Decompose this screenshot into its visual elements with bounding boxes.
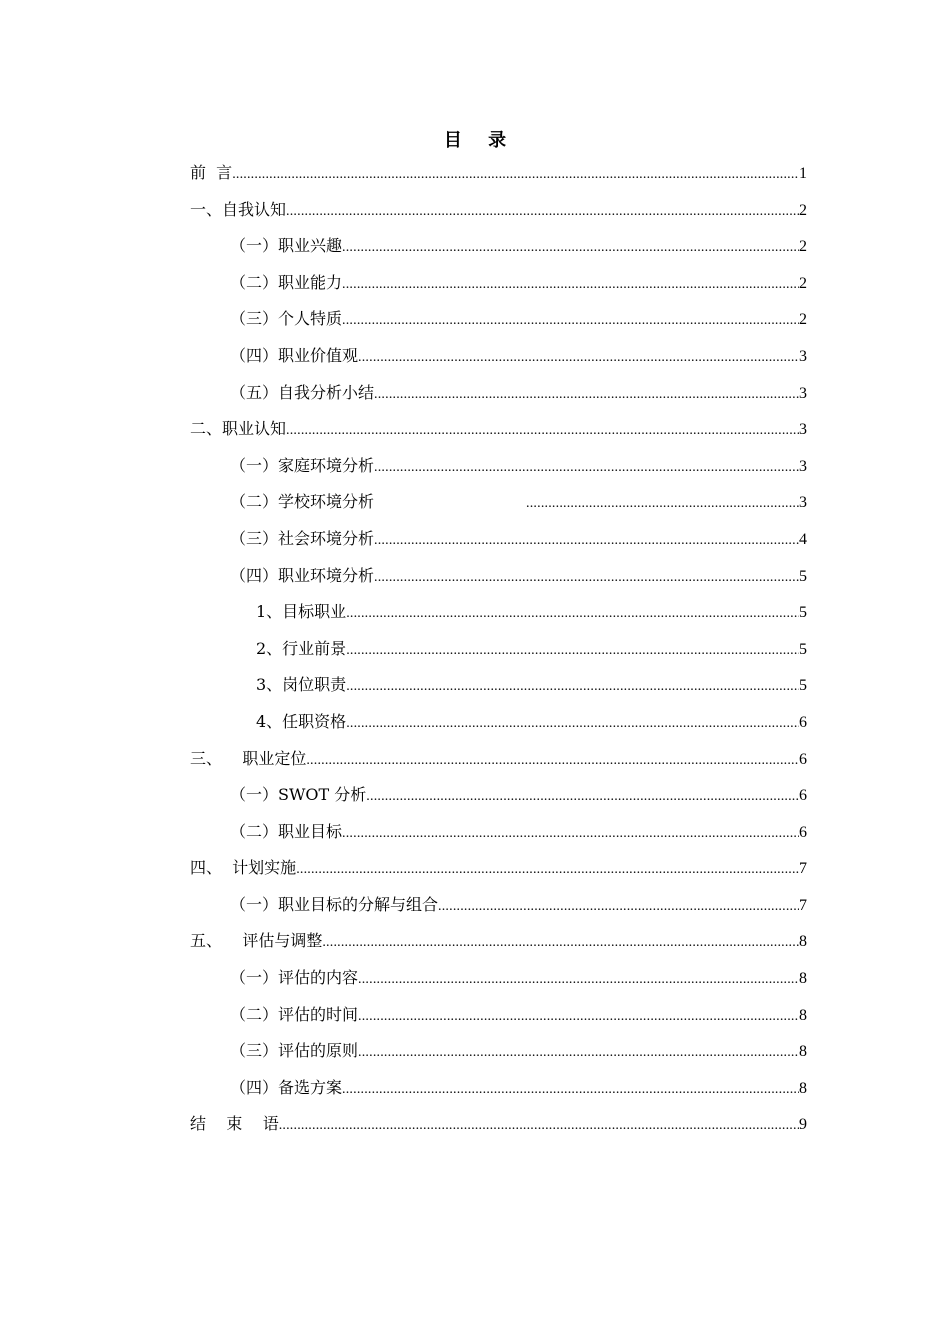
- toc-dot-leader: [286, 199, 799, 225]
- toc-entry-label: 四、 计划实施: [190, 858, 297, 878]
- toc-entry-label: （四）职业环境分析: [230, 565, 375, 585]
- toc-entry[interactable]: [190, 563, 807, 600]
- toc-dot-leader: [346, 674, 799, 700]
- toc-page-number: 8: [799, 1079, 807, 1097]
- toc-dot-leader: [358, 345, 799, 371]
- toc-entry-label: （二）评估的时间: [230, 1004, 359, 1024]
- toc-entry[interactable]: [190, 489, 807, 526]
- toc-page-number: 8: [799, 1006, 807, 1024]
- toc-dot-leader: [374, 382, 799, 408]
- toc-entry[interactable]: [190, 306, 807, 343]
- toc-page-number: 5: [799, 604, 807, 622]
- toc-entry-label: 1、目标职业: [256, 602, 347, 622]
- toc-title: 目 录: [443, 130, 517, 151]
- toc-dot-leader: [346, 601, 799, 627]
- toc-entry[interactable]: [190, 270, 807, 307]
- toc-entry-label: （四）备选方案: [230, 1077, 343, 1097]
- toc-page-number: 8: [799, 970, 807, 988]
- toc-entry-label: （二）职业目标: [230, 821, 343, 841]
- toc-entry-label: （一）职业兴趣: [230, 236, 343, 256]
- toc-entry-label: （三）社会环境分析: [230, 528, 375, 548]
- toc-entry[interactable]: [190, 892, 807, 929]
- toc-entry-label: 2、行业前景: [256, 638, 347, 658]
- toc-dot-leader: [346, 711, 799, 737]
- toc-dot-leader: [374, 455, 799, 481]
- toc-entry[interactable]: [190, 928, 807, 965]
- toc-dot-leader: [342, 235, 799, 261]
- toc-entry[interactable]: [190, 746, 807, 783]
- toc-entry[interactable]: [190, 672, 807, 709]
- toc-entry-label: （一）家庭环境分析: [230, 455, 375, 475]
- toc-entry-label: （四）职业价值观: [230, 345, 359, 365]
- toc-dot-leader: [322, 930, 799, 956]
- toc-page-number: 5: [799, 640, 807, 658]
- toc-page-number: 6: [799, 750, 807, 768]
- toc-page-number: 3: [799, 457, 807, 475]
- toc-dot-leader: [358, 1004, 799, 1030]
- toc-dot-leader: [306, 748, 799, 774]
- toc-entry[interactable]: [190, 380, 807, 417]
- toc-entry[interactable]: [190, 782, 807, 819]
- toc-page-number: 9: [799, 1116, 807, 1134]
- toc-dot-leader: [232, 162, 799, 188]
- toc-dot-leader: [342, 821, 799, 847]
- toc-entry[interactable]: [190, 1075, 807, 1112]
- toc-dot-leader: [279, 1113, 799, 1139]
- toc-dot-leader: [526, 491, 799, 517]
- toc-entry[interactable]: [190, 965, 807, 1002]
- toc-entry[interactable]: [190, 233, 807, 270]
- toc-entry-label: （一）评估的内容: [230, 968, 359, 988]
- toc-entry-label: （一）SWOT 分析: [230, 785, 367, 805]
- toc-page-number: 3: [799, 347, 807, 365]
- toc-entry[interactable]: [190, 855, 807, 892]
- toc-entry-label: 二、职业认知: [190, 419, 287, 439]
- toc-entry-label: 五、 评估与调整: [190, 931, 323, 951]
- toc-page-number: 6: [799, 787, 807, 805]
- toc-page-number: 6: [799, 823, 807, 841]
- toc-dot-leader: [438, 894, 799, 920]
- toc-page-number: 5: [799, 677, 807, 695]
- toc-page-number: 3: [799, 421, 807, 439]
- toc-entry[interactable]: [190, 526, 807, 563]
- toc-entry[interactable]: [190, 709, 807, 746]
- toc-entry[interactable]: [190, 1038, 807, 1075]
- toc-entry-label: 3、岗位职责: [256, 675, 347, 695]
- toc-entry-label: （一）职业目标的分解与组合: [230, 894, 439, 914]
- toc-entry[interactable]: [190, 1002, 807, 1039]
- toc-entry[interactable]: [190, 343, 807, 380]
- toc-dot-leader: [342, 272, 799, 298]
- toc-page-number: 3: [799, 384, 807, 402]
- toc-entry-label: （三）个人特质: [230, 309, 343, 329]
- toc-page-number: 2: [799, 311, 807, 329]
- toc-entry-label: 三、 职业定位: [190, 748, 307, 768]
- toc-dot-leader: [374, 528, 799, 554]
- toc-entry-label: （三）评估的原则: [230, 1041, 359, 1061]
- toc-entry-label: （二）学校环境分析: [230, 492, 375, 512]
- toc-list: [190, 160, 807, 1148]
- toc-dot-leader: [358, 967, 799, 993]
- toc-entry-label: （二）职业能力: [230, 272, 343, 292]
- toc-dot-leader: [366, 784, 799, 810]
- toc-entry[interactable]: [190, 636, 807, 673]
- toc-page-number: 5: [799, 567, 807, 585]
- toc-page-number: 2: [799, 238, 807, 256]
- toc-entry-label: 一、自我认知: [190, 199, 287, 219]
- toc-page-number: 3: [799, 494, 807, 512]
- toc-page-number: 8: [799, 933, 807, 951]
- toc-dot-leader: [358, 1040, 799, 1066]
- toc-dot-leader: [346, 638, 799, 664]
- toc-page-number: 4: [799, 530, 807, 548]
- toc-page-number: 2: [799, 274, 807, 292]
- toc-dot-leader: [286, 418, 799, 444]
- toc-page-number: 7: [799, 896, 807, 914]
- toc-entry[interactable]: [190, 453, 807, 490]
- toc-dot-leader: [342, 1077, 799, 1103]
- toc-entry-label: 结 束 语: [190, 1114, 279, 1134]
- toc-entry-label: 前 言: [190, 163, 233, 182]
- toc-dot-leader: [296, 857, 799, 883]
- toc-page-number: 6: [799, 713, 807, 731]
- toc-entry-label: （五）自我分析小结: [230, 382, 375, 402]
- toc-page-number: 8: [799, 1043, 807, 1061]
- toc-page-number: 2: [799, 201, 807, 219]
- toc-entry[interactable]: [190, 160, 807, 197]
- toc-page-number: 1: [799, 165, 807, 182]
- toc-entry[interactable]: [190, 197, 807, 234]
- toc-page-number: 7: [799, 860, 807, 878]
- toc-entry[interactable]: [190, 819, 807, 856]
- toc-entry[interactable]: [190, 416, 807, 453]
- toc-entry[interactable]: [190, 1111, 807, 1148]
- toc-entry[interactable]: [190, 599, 807, 636]
- toc-dot-leader: [374, 565, 799, 591]
- toc-dot-leader: [342, 308, 799, 334]
- toc-entry-label: 4、任职资格: [256, 711, 347, 731]
